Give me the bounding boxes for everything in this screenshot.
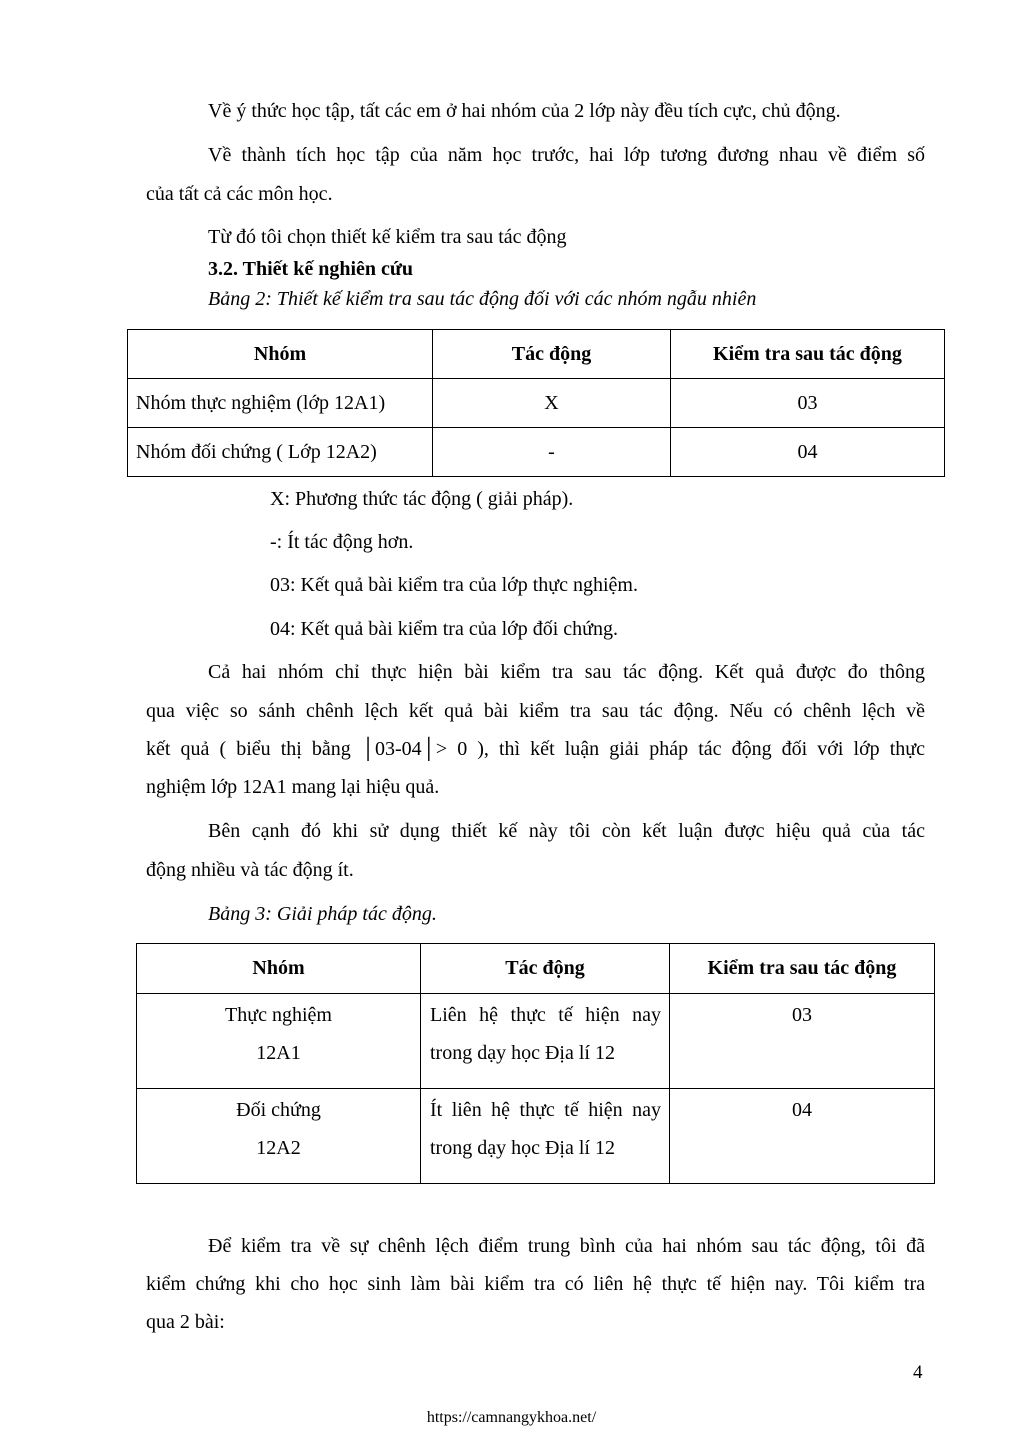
table-header-posttest: Kiểm tra sau tác động	[671, 330, 945, 379]
paragraph-design-choice: Từ đó tôi chọn thiết kế kiểm tra sau tác động	[208, 226, 567, 248]
action-line1: Liên hệ thực tế hiện nay	[430, 1004, 661, 1026]
footer-url[interactable]: https://camnangykhoa.net/	[426, 1409, 597, 1426]
action-line2: trong dạy học Địa lí 12	[430, 1137, 615, 1159]
table-3-solution	[136, 943, 935, 1184]
paragraph-compare-line1-text: Cả hai nhóm chỉ thực hiện bài kiểm tra sau tác động. Kết quả được đo thông	[208, 661, 925, 683]
table-cell-group: Nhóm đối chứng ( Lớp 12A2)	[128, 428, 433, 477]
paragraph-achievement-line1-text: Về thành tích học tập của năm học trước, hai lớp tương đương nhau về điểm số	[208, 144, 925, 166]
page-number: 4	[913, 1362, 923, 1383]
action-line2: trong dạy học Địa lí 12	[430, 1042, 615, 1064]
paragraph-besides-line1-text: Bên cạnh đó khi sử dụng thiết kế này tôi còn kết luận được hiệu quả của tác	[208, 820, 925, 842]
action-line1: Ít liên hệ thực tế hiện nay	[430, 1099, 661, 1121]
table-cell-posttest: 03	[670, 994, 935, 1089]
table-cell-group	[137, 1089, 421, 1184]
paragraph-compare-line2	[146, 699, 925, 723]
paragraph-achievement-line2: của tất cả các môn học.	[146, 183, 333, 205]
paragraph-final-line2	[146, 1272, 925, 1296]
section-heading: 3.2. Thiết kế nghiên cứu	[208, 258, 413, 280]
group-class: 12A1	[256, 1042, 301, 1064]
table-cell-group	[137, 994, 421, 1089]
group-name: Thực nghiệm	[225, 1004, 332, 1026]
legend-03: 03: Kết quả bài kiểm tra của lớp thực nghiệm.	[270, 574, 638, 596]
paragraph-learning-attitude: Về ý thức học tập, tất các em ở hai nhóm của 2 lớp này đều tích cực, chủ động.	[208, 100, 841, 122]
paragraph-final-line1-text: Để kiểm tra về sự chênh lệch điểm trung bình của hai nhóm sau tác động, tôi đã	[208, 1235, 925, 1257]
table-header-group: Nhóm	[137, 944, 421, 994]
paragraph-compare-line2-text: qua việc so sánh chênh lệch kết quả bài kiểm tra sau tác động. Nếu có chênh lệch về	[146, 700, 925, 722]
table-cell-posttest: 03	[671, 379, 945, 428]
paragraph-final-line3: qua 2 bài:	[146, 1311, 225, 1333]
paragraph-final-line1	[208, 1234, 925, 1258]
paragraph-besides-line2: động nhiều và tác động ít.	[146, 859, 354, 881]
paragraph-achievement-line1	[208, 143, 925, 167]
table-header-group: Nhóm	[128, 330, 433, 379]
table-cell-action	[421, 1089, 670, 1184]
table2-caption: Bảng 2: Thiết kế kiểm tra sau tác động đối với các nhóm ngẫu nhiên	[208, 288, 757, 310]
table-row	[137, 1089, 935, 1184]
table-row	[128, 428, 945, 477]
table-header-row	[137, 944, 935, 994]
legend-x: X: Phương thức tác động ( giải pháp).	[270, 488, 574, 510]
group-class: 12A2	[256, 1137, 301, 1159]
table-cell-action	[421, 994, 670, 1089]
table-row	[128, 379, 945, 428]
table-header-posttest: Kiểm tra sau tác động	[670, 944, 935, 994]
table-cell-group: Nhóm thực nghiệm (lớp 12A1)	[128, 379, 433, 428]
table3-caption: Bảng 3: Giải pháp tác động.	[208, 903, 437, 925]
legend-04: 04: Kết quả bài kiểm tra của lớp đối chứng.	[270, 618, 618, 640]
table-cell-posttest: 04	[671, 428, 945, 477]
paragraph-besides-line1	[208, 819, 925, 843]
group-name: Đối chứng	[236, 1099, 321, 1121]
paragraph-compare-line3	[146, 737, 925, 761]
table-header-row	[128, 330, 945, 379]
paragraph-compare-line4: nghiệm lớp 12A1 mang lại hiệu quả.	[146, 776, 440, 798]
legend-dash: -: Ít tác động hơn.	[270, 531, 414, 553]
paragraph-final-line2-text: kiểm chứng khi cho học sinh làm bài kiểm tra có liên hệ thực tế hiện nay. Tôi kiểm tra	[146, 1273, 925, 1295]
table-header-action: Tác động	[433, 330, 671, 379]
table-2-design	[127, 329, 945, 477]
paragraph-compare-line1	[208, 660, 925, 684]
table-cell-posttest: 04	[670, 1089, 935, 1184]
table-cell-action: -	[433, 428, 671, 477]
table-row	[137, 994, 935, 1089]
table-cell-action: X	[433, 379, 671, 428]
paragraph-compare-line3-text: kết quả ( biểu thị bằng │03-04│> 0 ), thì kết luận giải pháp tác động đối với lớp thực	[146, 738, 925, 760]
table-header-action: Tác động	[421, 944, 670, 994]
